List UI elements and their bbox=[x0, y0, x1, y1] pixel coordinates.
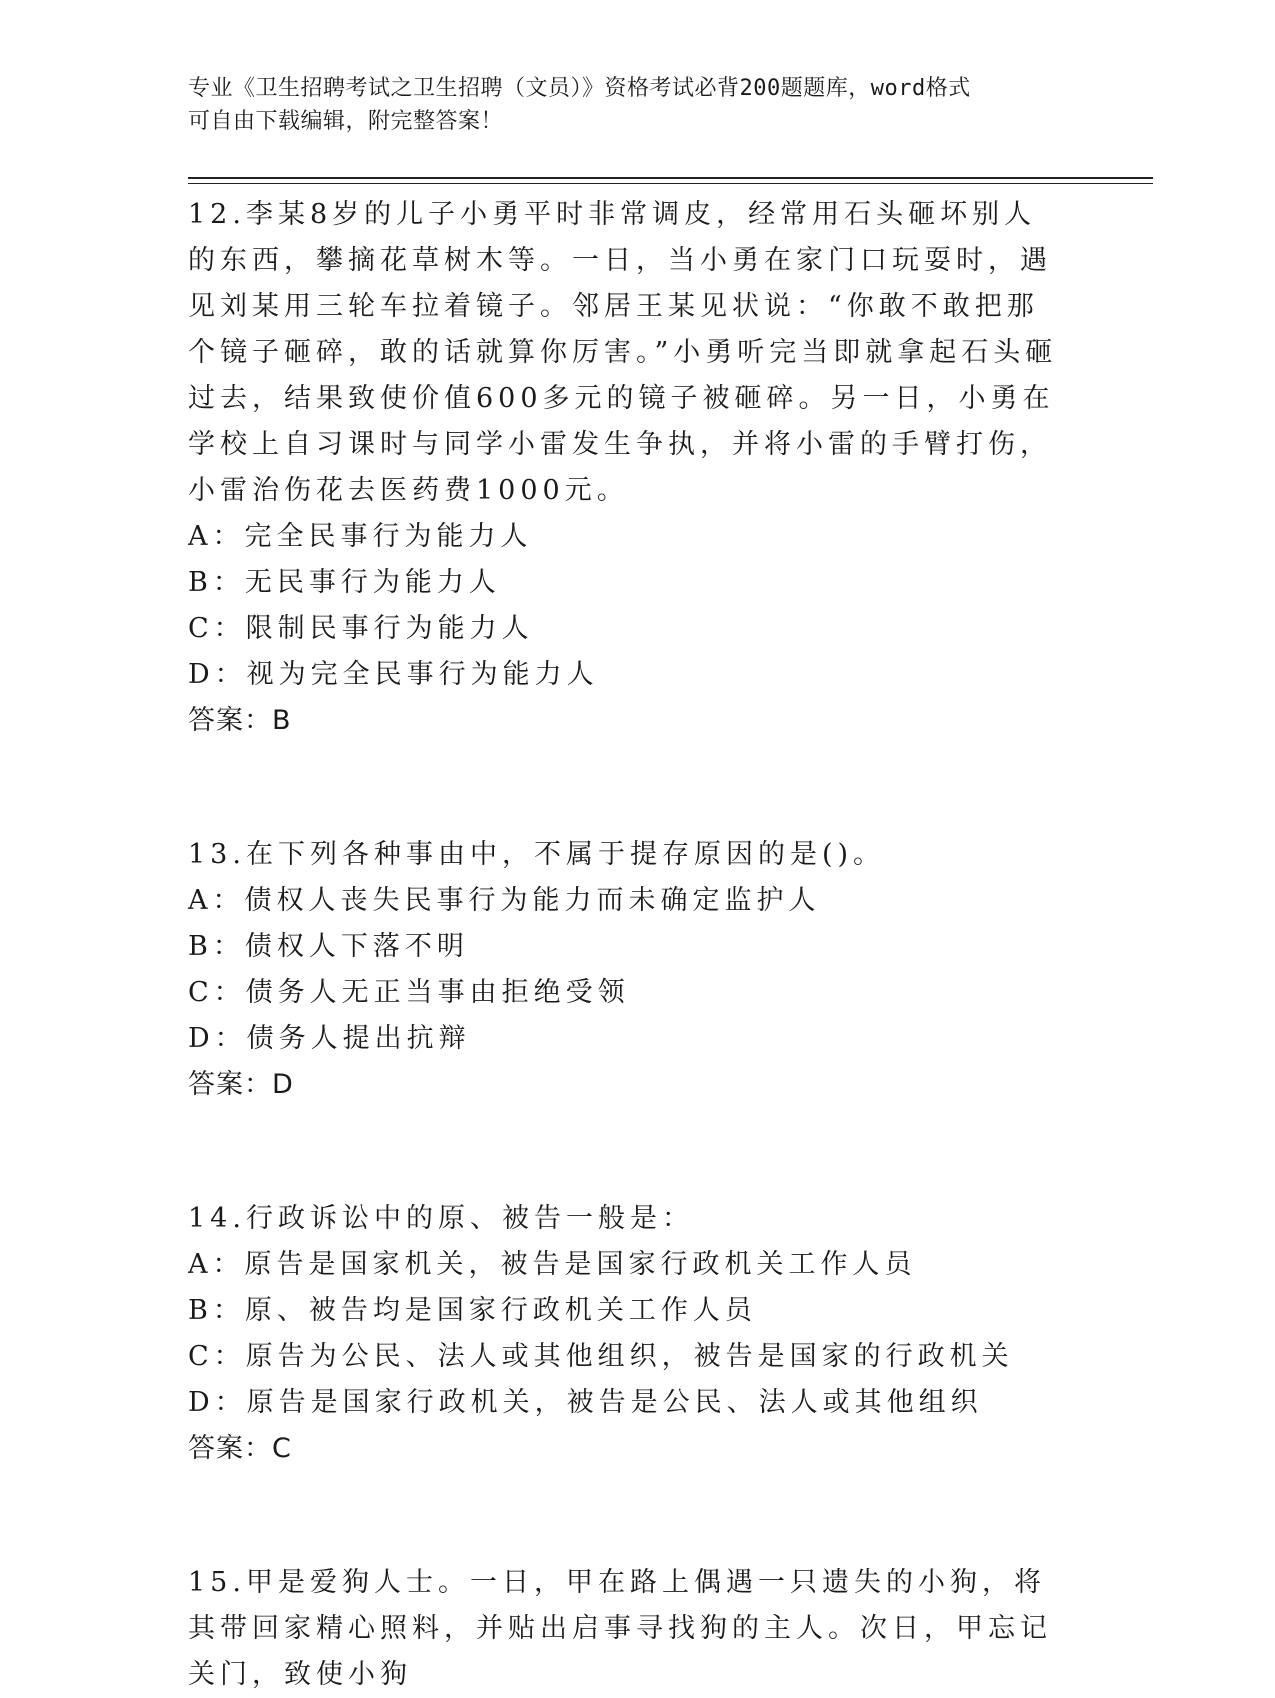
header-line-2: 可自由下载编辑，附完整答案！ bbox=[188, 109, 504, 134]
option-d: D：债务人提出抗辩 bbox=[188, 1023, 471, 1054]
question-12 bbox=[188, 192, 1188, 744]
option-c: C：原告为公民、法人或其他组织，被告是国家的行政机关 bbox=[188, 1341, 1014, 1372]
header-line-1: 专业《卫生招聘考试之卫生招聘（文员）》资格考试必背200题题库，word格式 bbox=[188, 76, 971, 101]
question-spacer bbox=[188, 744, 1188, 832]
question-15 bbox=[188, 1560, 1188, 1698]
question-14 bbox=[188, 1196, 1188, 1472]
option-a: A：完全民事行为能力人 bbox=[188, 521, 533, 552]
document-header bbox=[188, 72, 1088, 138]
answer-key: 答案：D bbox=[188, 1069, 294, 1100]
header-divider-thick bbox=[188, 177, 1153, 179]
question-list bbox=[188, 192, 1188, 1698]
option-b: B：债权人下落不明 bbox=[188, 931, 469, 962]
question-spacer bbox=[188, 1472, 1188, 1560]
option-c: C：限制民事行为能力人 bbox=[188, 613, 534, 644]
answer-key: 答案：C bbox=[188, 1433, 292, 1464]
answer-key: 答案：B bbox=[188, 705, 292, 736]
question-13 bbox=[188, 832, 1188, 1108]
question-stem: 14.行政诉讼中的原、被告一般是： bbox=[188, 1203, 694, 1234]
question-stem: 12.李某8岁的儿子小勇平时非常调皮，经常用石头砸坏别人的东西，攀摘花草树木等。一日，当小勇在家门口玩耍时，遇见刘某用三轮车拉着镜子。邻居王某见状说：“你敢不敢把那个镜子砸碎，敢的话就算你厉害。”小勇听完当即就拿起石头砸过去，结果致使价值600多元的镜子被砸碎。另一日，小勇在学校上自习课时与同学小雷发生争执，并将小雷的手臂打伤，小雷治伤花去医药费1000元。 bbox=[188, 199, 1058, 506]
question-stem: 13.在下列各种事由中，不属于提存原因的是()。 bbox=[188, 839, 886, 870]
option-b: B：无民事行为能力人 bbox=[188, 567, 501, 598]
header-divider-thin bbox=[188, 183, 1153, 184]
question-spacer bbox=[188, 1108, 1188, 1196]
option-c: C：债务人无正当事由拒绝受领 bbox=[188, 977, 630, 1008]
question-stem: 15.甲是爱狗人士。一日，甲在路上偶遇一只遗失的小狗，将其带回家精心照料，并贴出启事寻找狗的主人。次日，甲忘记关门，致使小狗 bbox=[188, 1567, 1052, 1690]
option-a: A：债权人丧失民事行为能力而未确定监护人 bbox=[188, 885, 821, 916]
option-d: D：原告是国家行政机关，被告是公民、法人或其他组织 bbox=[188, 1387, 983, 1418]
option-a: A：原告是国家机关，被告是国家行政机关工作人员 bbox=[188, 1249, 917, 1280]
option-d: D：视为完全民事行为能力人 bbox=[188, 659, 599, 690]
option-b: B：原、被告均是国家行政机关工作人员 bbox=[188, 1295, 757, 1326]
